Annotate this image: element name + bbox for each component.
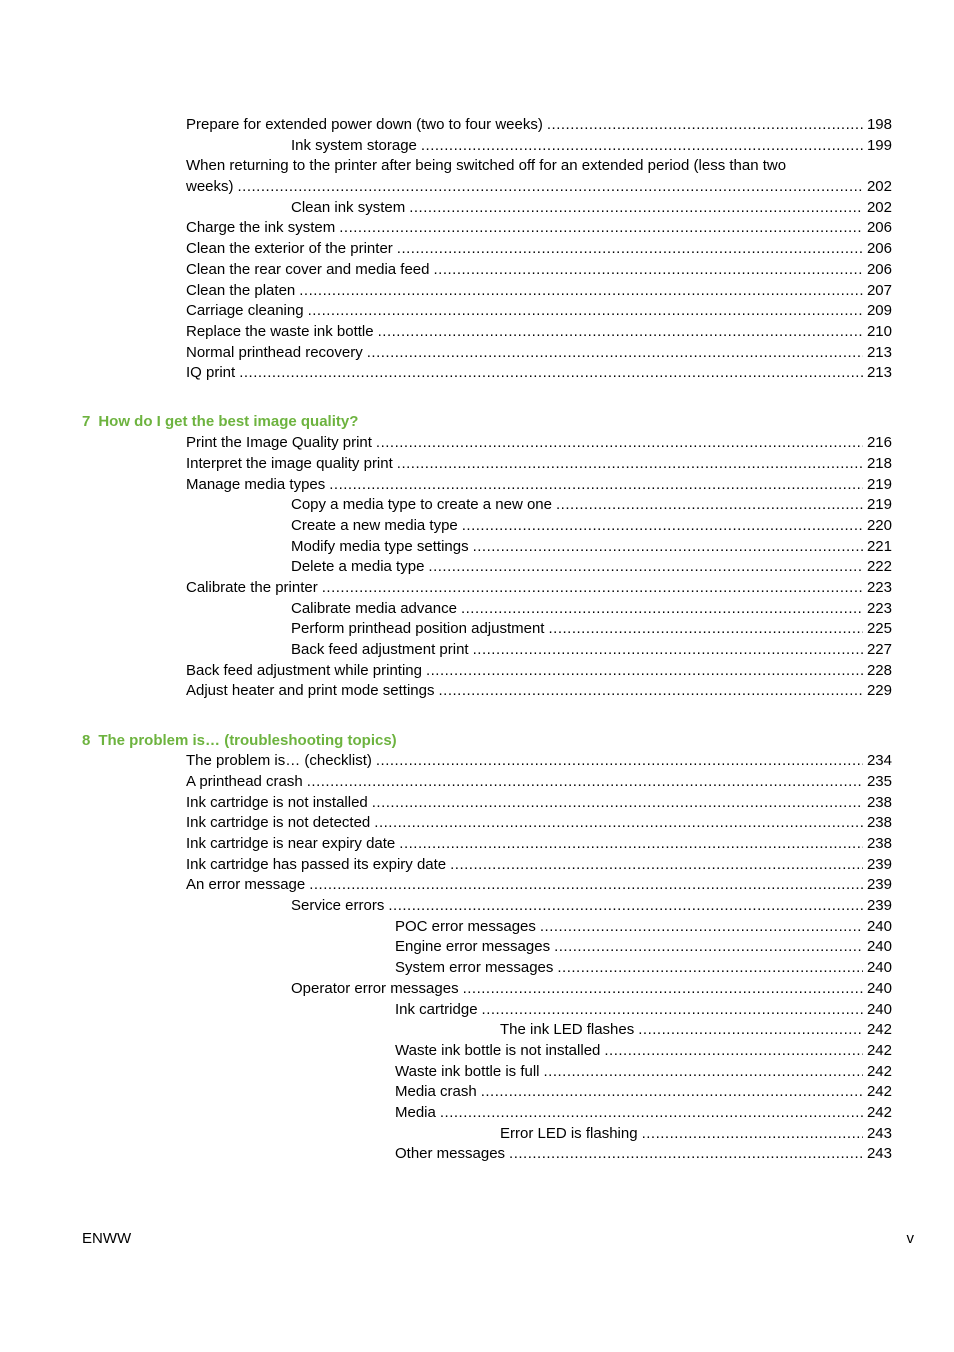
dot-leader bbox=[438, 681, 862, 702]
toc-entry-page: 238 bbox=[866, 835, 892, 852]
toc-entry-title: Ink system storage bbox=[291, 136, 417, 154]
toc-entry[interactable] bbox=[0, 239, 954, 260]
toc-entry[interactable] bbox=[0, 136, 954, 157]
dot-leader bbox=[397, 239, 863, 260]
footer-publication-code: ENWW bbox=[82, 1230, 132, 1247]
toc-entry-page: 223 bbox=[866, 578, 892, 596]
toc-entry-title: Service errors bbox=[291, 897, 385, 915]
toc-entry-page: 242 bbox=[866, 1041, 892, 1059]
toc-entry-page: 240 bbox=[866, 938, 892, 956]
toc-entry[interactable] bbox=[0, 751, 954, 772]
toc-entry-title: Delete a media type bbox=[291, 558, 425, 576]
toc-entry[interactable] bbox=[0, 115, 954, 136]
dot-leader bbox=[322, 578, 863, 599]
toc-entry-title: Ink cartridge bbox=[395, 1000, 478, 1018]
toc-entry-title: Clean the rear cover and media feed bbox=[186, 260, 430, 278]
toc-entry[interactable] bbox=[0, 516, 954, 537]
toc-entry-title: Engine error messages bbox=[395, 938, 551, 956]
toc-entry-page: 243 bbox=[866, 1124, 892, 1142]
toc-entry-page: 210 bbox=[866, 322, 892, 340]
toc-entry[interactable] bbox=[0, 937, 954, 958]
toc-entry-title: Print the Image Quality print bbox=[186, 434, 372, 452]
dot-leader bbox=[540, 917, 863, 938]
toc-entry-page: 213 bbox=[866, 343, 892, 361]
dot-leader bbox=[238, 177, 863, 198]
toc-entry-page: 207 bbox=[866, 281, 892, 299]
toc-entry-title: Prepare for extended power down (two to four weeks) bbox=[186, 116, 543, 133]
toc-entry-page: 238 bbox=[866, 793, 892, 811]
dot-leader bbox=[399, 834, 863, 855]
toc-entry[interactable] bbox=[0, 475, 954, 496]
dot-leader bbox=[308, 301, 863, 322]
dot-leader bbox=[428, 557, 863, 578]
toc-entry[interactable] bbox=[0, 979, 954, 1000]
toc-entry-title: Ink cartridge is not installed bbox=[186, 793, 368, 811]
dot-leader bbox=[374, 813, 863, 834]
toc-entry-title: Clean the platen bbox=[186, 281, 296, 299]
toc-entry-title: Media bbox=[395, 1103, 436, 1121]
toc-entry-page: 206 bbox=[866, 260, 892, 278]
toc-entry-page: 206 bbox=[866, 219, 892, 237]
toc-entry[interactable] bbox=[0, 322, 954, 343]
footer-page-number: v bbox=[906, 1230, 914, 1247]
dot-leader bbox=[473, 640, 863, 661]
dot-leader bbox=[440, 1103, 863, 1124]
toc-entry-page: 242 bbox=[866, 1062, 892, 1080]
dot-leader bbox=[433, 260, 862, 281]
dot-leader bbox=[372, 793, 863, 814]
toc-entry[interactable] bbox=[0, 681, 954, 702]
dot-leader bbox=[638, 1020, 863, 1041]
toc-entry[interactable] bbox=[0, 260, 954, 281]
dot-leader bbox=[554, 937, 863, 958]
chapter-number: 8 bbox=[82, 731, 91, 749]
toc-entry-title: Back feed adjustment print bbox=[291, 641, 469, 658]
toc-entry-page: 219 bbox=[866, 475, 892, 493]
dot-leader bbox=[239, 363, 863, 384]
toc-entry[interactable] bbox=[0, 855, 954, 876]
toc-entry[interactable] bbox=[0, 1062, 954, 1083]
toc-entry-title: Manage media types bbox=[186, 475, 326, 493]
dot-leader bbox=[309, 875, 863, 896]
toc-entry-page: 198 bbox=[866, 116, 892, 133]
toc-entry[interactable] bbox=[0, 281, 954, 302]
toc-entry-title: POC error messages bbox=[395, 917, 536, 935]
toc-entry-title: Ink cartridge is near expiry date bbox=[186, 835, 396, 852]
toc-entry-title: weeks) bbox=[186, 178, 234, 196]
dot-leader bbox=[397, 454, 863, 475]
toc-entry[interactable] bbox=[0, 1020, 954, 1041]
dot-leader bbox=[307, 772, 863, 793]
dot-leader bbox=[547, 115, 863, 136]
toc-entry-page: 240 bbox=[866, 917, 892, 935]
toc-entry-title: Error LED is flashing bbox=[500, 1124, 638, 1142]
toc-entry[interactable] bbox=[0, 813, 954, 834]
toc-entry-title: An error message bbox=[186, 876, 306, 894]
toc-entry-title: A printhead crash bbox=[186, 772, 303, 790]
dot-leader bbox=[339, 218, 863, 239]
toc-entry-page: 242 bbox=[866, 1083, 892, 1101]
toc-entry-title: System error messages bbox=[395, 959, 554, 977]
toc-entry-page: 206 bbox=[866, 240, 892, 258]
toc-entry-page: 227 bbox=[866, 641, 892, 658]
toc-entry[interactable] bbox=[0, 495, 954, 516]
dot-leader bbox=[463, 979, 863, 1000]
toc-entry-title: Carriage cleaning bbox=[186, 302, 304, 320]
dot-leader bbox=[604, 1041, 863, 1062]
dot-leader bbox=[450, 855, 863, 876]
toc-entry-title: Clean the exterior of the printer bbox=[186, 240, 393, 258]
toc-entry-title: IQ print bbox=[186, 364, 236, 382]
toc-entry-title: The ink LED flashes bbox=[500, 1021, 635, 1039]
toc-entry[interactable] bbox=[0, 599, 954, 620]
toc-entry[interactable] bbox=[0, 557, 954, 578]
dot-leader bbox=[421, 136, 863, 157]
toc-entry[interactable] bbox=[0, 343, 954, 364]
dot-leader bbox=[482, 1000, 863, 1021]
toc-entry-title: Copy a media type to create a new one bbox=[291, 496, 552, 514]
chapter-title: How do I get the best image quality? bbox=[98, 413, 359, 431]
toc-entry[interactable] bbox=[0, 433, 954, 454]
toc-entry-page: 218 bbox=[866, 454, 892, 472]
toc-entry[interactable] bbox=[0, 454, 954, 475]
toc-entry-title: Back feed adjustment while printing bbox=[186, 661, 422, 679]
toc-entry-title: Clean ink system bbox=[291, 198, 406, 216]
dot-leader bbox=[557, 958, 863, 979]
dot-leader bbox=[367, 343, 863, 364]
toc-entry[interactable] bbox=[0, 896, 954, 917]
toc-entry-title: Adjust heater and print mode settings bbox=[186, 682, 435, 700]
dot-leader bbox=[378, 322, 863, 343]
toc-entry-page: 240 bbox=[866, 979, 892, 997]
toc-entry-page: 239 bbox=[866, 876, 892, 894]
toc-entry[interactable] bbox=[0, 958, 954, 979]
dot-leader bbox=[473, 537, 863, 558]
toc-entry[interactable] bbox=[0, 1000, 954, 1021]
toc-entry[interactable] bbox=[0, 218, 954, 239]
toc-entry[interactable] bbox=[0, 917, 954, 938]
chapter-heading[interactable] bbox=[0, 731, 954, 752]
dot-leader bbox=[329, 475, 863, 496]
toc-entry-page: 199 bbox=[866, 136, 892, 154]
toc-entry-page: 223 bbox=[866, 599, 892, 617]
toc-entry-title: Normal printhead recovery bbox=[186, 343, 363, 361]
table-of-contents bbox=[0, 115, 954, 1165]
toc-entry-page: 202 bbox=[866, 198, 892, 216]
toc-entry-page: 235 bbox=[866, 772, 892, 790]
toc-entry-page: 242 bbox=[866, 1021, 892, 1039]
toc-entry-title: Replace the waste ink bottle bbox=[186, 322, 374, 340]
toc-entry[interactable] bbox=[0, 619, 954, 640]
toc-entry-title: The problem is… (checklist) bbox=[186, 752, 372, 770]
toc-entry-page: 202 bbox=[866, 178, 892, 196]
dot-leader bbox=[426, 661, 863, 682]
dot-leader bbox=[461, 599, 863, 620]
toc-entry[interactable] bbox=[0, 1124, 954, 1145]
toc-entry-page: 221 bbox=[866, 537, 892, 555]
toc-entry-title: Charge the ink system bbox=[186, 219, 336, 237]
toc-entry-title: Ink cartridge has passed its expiry date bbox=[186, 855, 447, 873]
toc-entry[interactable] bbox=[0, 177, 954, 198]
toc-entry-page: 209 bbox=[866, 302, 892, 320]
dot-leader bbox=[556, 495, 863, 516]
toc-entry-page: 219 bbox=[866, 496, 892, 514]
dot-leader bbox=[544, 1062, 863, 1083]
toc-entry[interactable] bbox=[0, 772, 954, 793]
toc-entry[interactable] bbox=[0, 640, 954, 661]
dot-leader bbox=[409, 198, 863, 219]
toc-entry[interactable] bbox=[0, 661, 954, 682]
toc-entry[interactable] bbox=[0, 578, 954, 599]
toc-entry-page: 240 bbox=[866, 1000, 892, 1018]
toc-entry-page: 234 bbox=[866, 752, 892, 770]
toc-entry-title: Modify media type settings bbox=[291, 537, 469, 555]
toc-entry[interactable] bbox=[0, 793, 954, 814]
toc-entry-page: 228 bbox=[866, 661, 892, 679]
toc-entry-title: Waste ink bottle is full bbox=[395, 1062, 540, 1080]
toc-entry-title-line[interactable]: When returning to the printer after being switched off for an extended period (less than two bbox=[186, 157, 787, 175]
toc-entry-title: Ink cartridge is not detected bbox=[186, 814, 371, 832]
dot-leader bbox=[509, 1144, 863, 1165]
chapter-title: The problem is… (troubleshooting topics) bbox=[98, 731, 397, 749]
dot-leader bbox=[376, 433, 863, 454]
dot-leader bbox=[388, 896, 863, 917]
toc-entry-page: 220 bbox=[866, 516, 892, 534]
toc-entry-page: 238 bbox=[866, 814, 892, 832]
toc-entry[interactable] bbox=[0, 875, 954, 896]
toc-entry[interactable] bbox=[0, 198, 954, 219]
toc-entry[interactable] bbox=[0, 1082, 954, 1103]
dot-leader bbox=[481, 1082, 863, 1103]
toc-entry-title: Operator error messages bbox=[291, 979, 459, 997]
chapter-number: 7 bbox=[82, 413, 91, 431]
toc-entry-title: Perform printhead position adjustment bbox=[291, 620, 545, 638]
dot-leader bbox=[299, 281, 863, 302]
toc-entry[interactable] bbox=[0, 363, 954, 384]
toc-entry-page: 225 bbox=[866, 620, 892, 638]
dot-leader bbox=[376, 751, 863, 772]
toc-entry-page: 239 bbox=[866, 855, 892, 873]
toc-entry-title: Calibrate the printer bbox=[186, 578, 318, 596]
toc-entry-page: 213 bbox=[866, 364, 892, 382]
toc-entry-page: 239 bbox=[866, 897, 892, 915]
toc-entry-title: Other messages bbox=[395, 1145, 506, 1163]
toc-entry-page: 229 bbox=[866, 682, 892, 700]
toc-entry-title: Create a new media type bbox=[291, 516, 458, 534]
toc-entry[interactable] bbox=[0, 1144, 954, 1165]
toc-entry[interactable] bbox=[0, 537, 954, 558]
dot-leader bbox=[548, 619, 862, 640]
toc-entry-title: Calibrate media advance bbox=[291, 599, 457, 617]
toc-entry-title: Media crash bbox=[395, 1083, 477, 1101]
toc-entry[interactable] bbox=[0, 301, 954, 322]
chapter-heading[interactable] bbox=[0, 412, 954, 433]
toc-entry-page: 216 bbox=[866, 434, 892, 452]
dot-leader bbox=[642, 1124, 863, 1145]
toc-entry[interactable] bbox=[0, 1041, 954, 1062]
toc-entry[interactable] bbox=[0, 834, 954, 855]
toc-entry-title: Interpret the image quality print bbox=[186, 454, 393, 472]
toc-entry-title: Waste ink bottle is not installed bbox=[395, 1041, 601, 1059]
toc-entry-page: 240 bbox=[866, 959, 892, 977]
toc-entry[interactable] bbox=[0, 1103, 954, 1124]
dot-leader bbox=[462, 516, 863, 537]
toc-entry-page: 243 bbox=[866, 1145, 892, 1163]
toc-entry-page: 242 bbox=[866, 1103, 892, 1121]
toc-entry-page: 222 bbox=[866, 558, 892, 576]
